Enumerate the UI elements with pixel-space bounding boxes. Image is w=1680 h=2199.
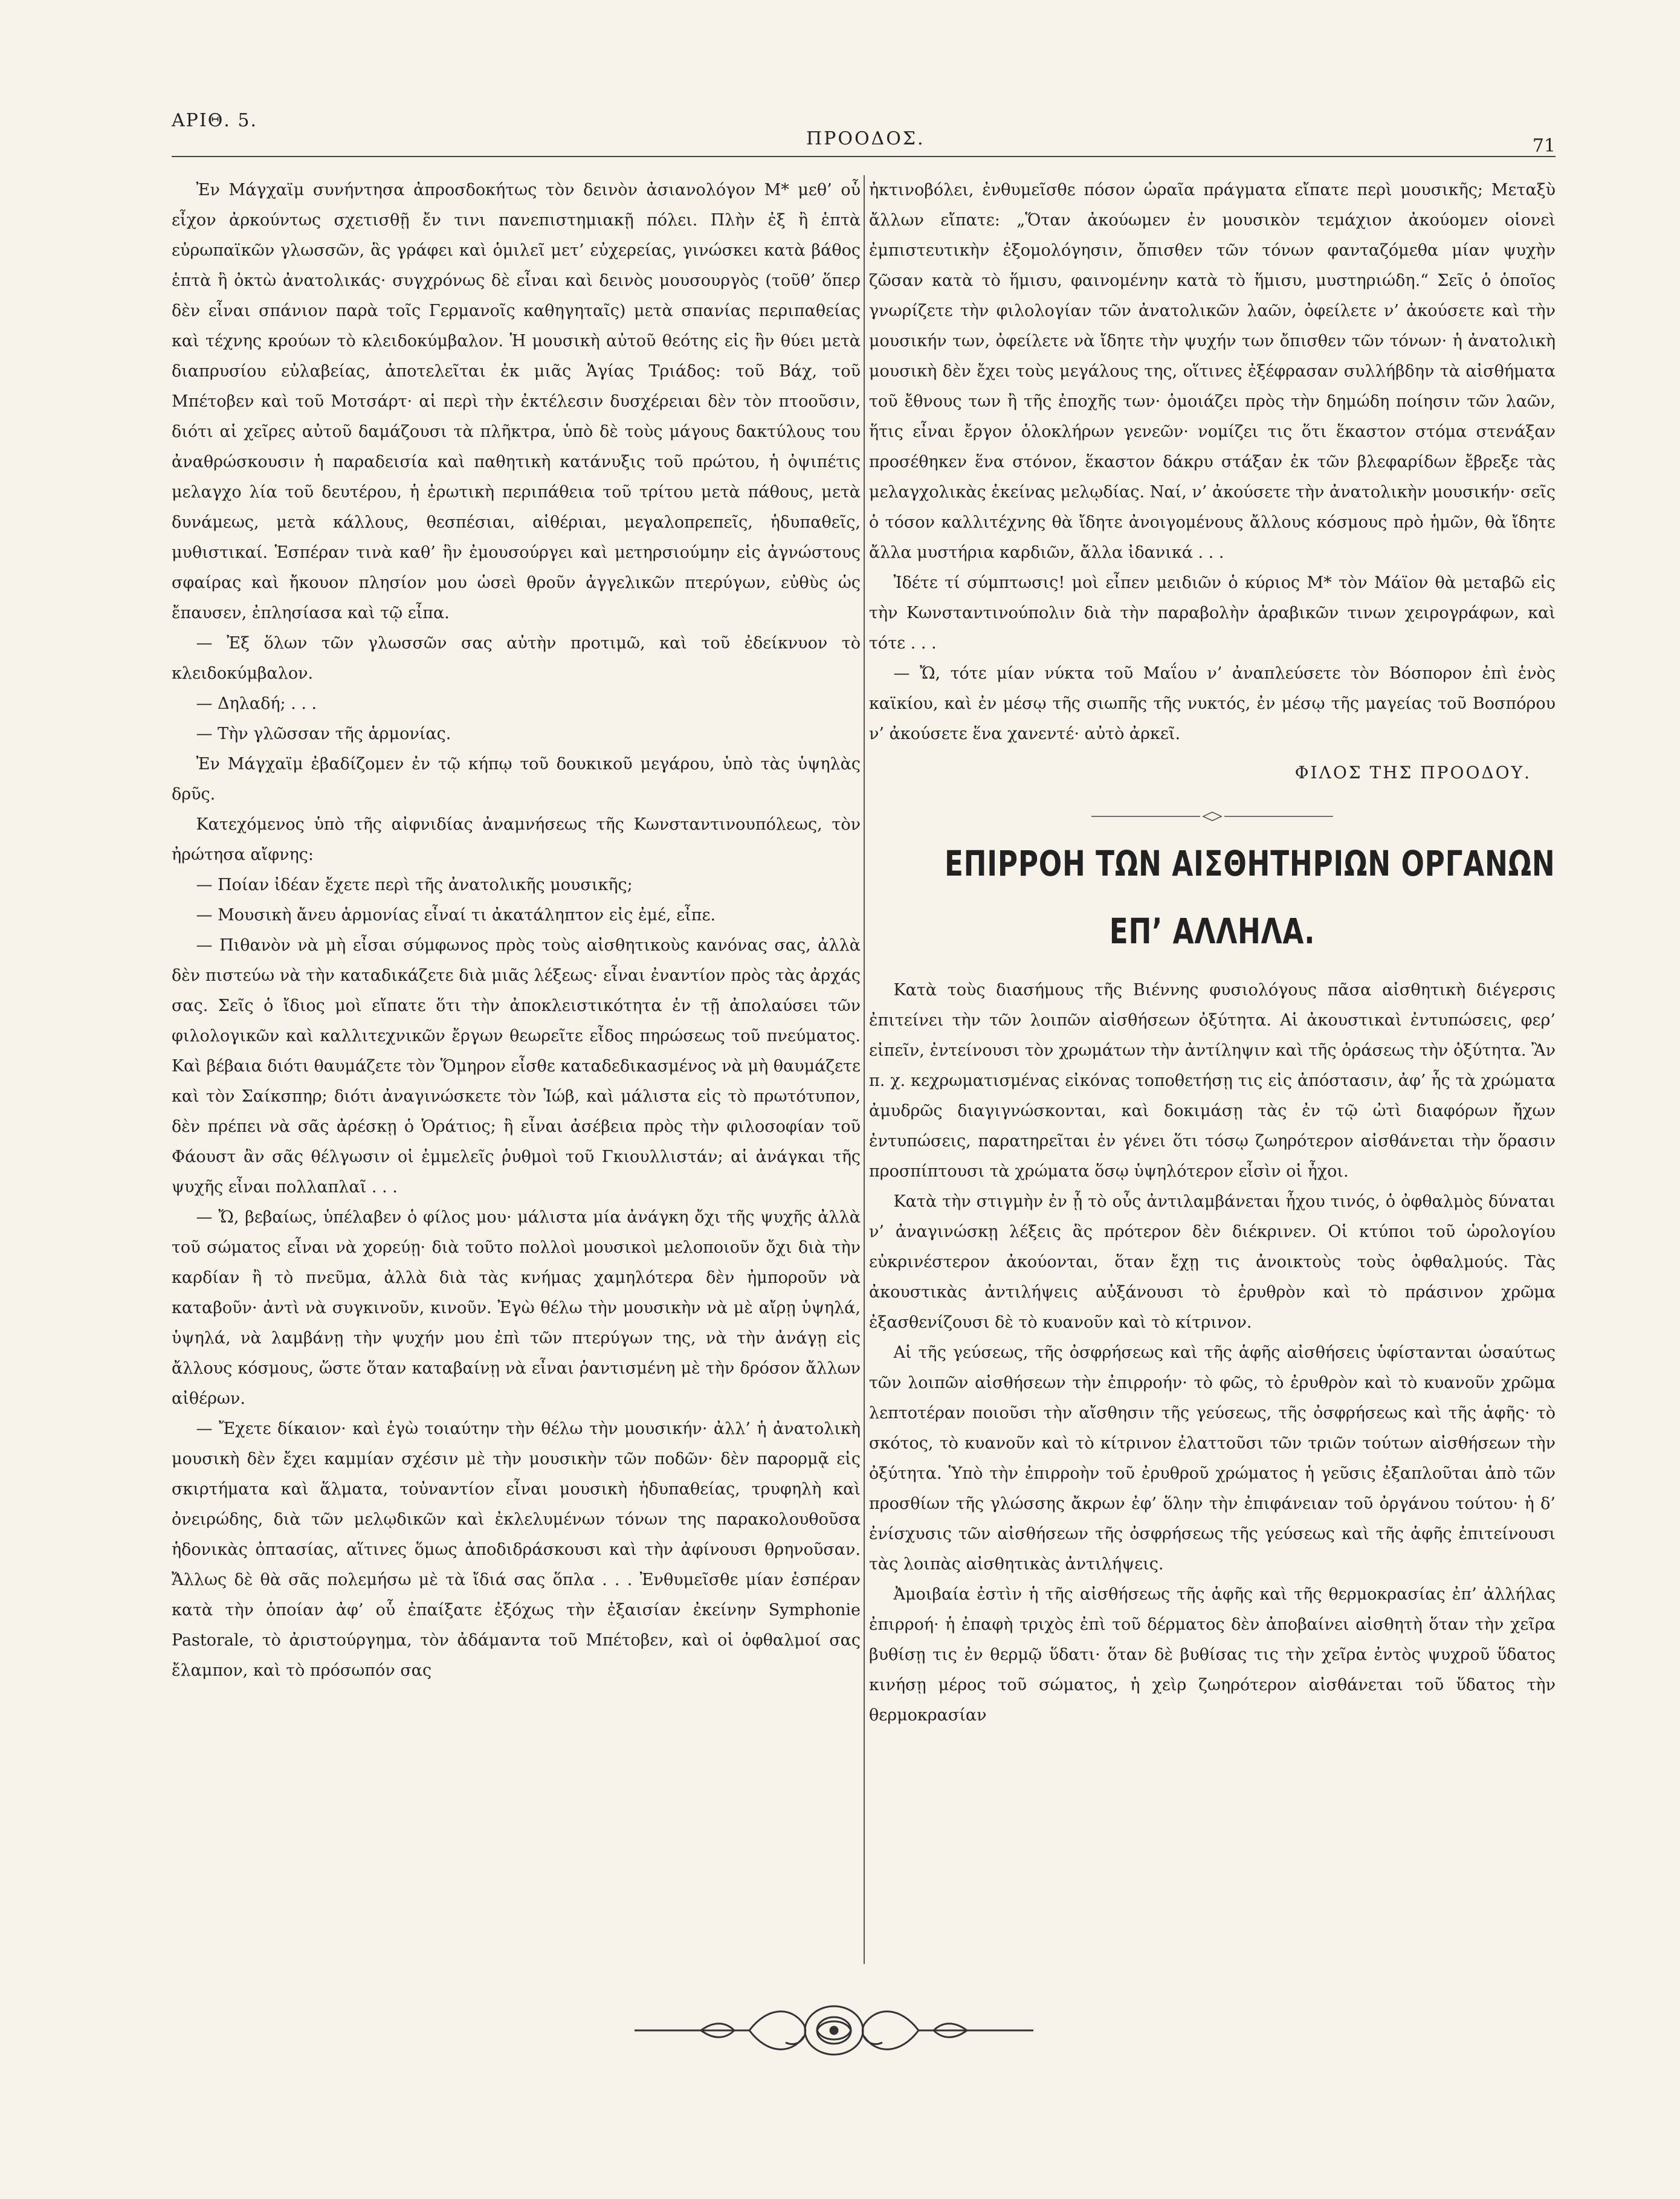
- paragraph: Αἱ τῆς γεύσεως, τῆς ὀσφρήσεως καὶ τῆς ἁφῆς αἰσθήσεις ὑφίστανται ὡσαύτως τῶν λοιπῶν αἰσθήσεων τὴν ἐπιρροήν· τὸ φῶς, τὸ ἐρυθρὸν καὶ τὸ κυανοῦν χρῶμα λεπτοτέραν ποιοῦσι τὴν αἴσθησιν τῆς γεύσεως, τῆς ὀσφρήσεως καὶ τῆς ἁφῆς· τὸ σκότος, τὸ κυανοῦν καὶ τὸ κίτρινον ἐλαττοῦσι τῶν τριῶν τούτων αἰσθήσεων τὴν ὀξύτητα. Ὑπὸ τὴν ἐπιρροὴν τοῦ ἐρυθροῦ χρώματος ἡ γεῦσις ἐξαπλοῦται ἀπὸ τῶν προσθίων τῆς γλώσσης ἄκρων ἐφ’ ὅλην τὴν ἐπιφάνειαν τοῦ ὀργάνου τούτου· ἡ δ’ ἐνίσχυσις τῶν αἰσθήσεων τῆς ὀσφρήσεως τῆς γεύσεως καὶ τῆς ἁφῆς ἐπιτείνουσι τὰς λοιπὰς αἰσθητικὰς ἀντιλήψεις.: [869, 1343, 1556, 1574]
- paragraph: Κατεχόμενος ὑπὸ τῆς αἰφνιδίας ἀναμνήσεως τῆς Κωνσταντινουπόλεως, τὸν ἠρώτησα αἴφνης:: [172, 815, 861, 864]
- paragraph: — Τὴν γλῶσσαν τῆς ἁρμονίας.: [196, 725, 451, 743]
- header-rule: [172, 156, 1556, 157]
- journal-title: ΠΡΟΟΔΟΣ.: [806, 128, 925, 149]
- section-ornament-icon: [869, 802, 1556, 815]
- paragraph: — Ὤ, τότε μίαν νύκτα τοῦ Μαΐου ν’ ἀναπλεύσετε τὸν Βόσπορον ἐπὶ ἑνὸς καϊκίου, καὶ ἐν μέσῳ τῆς σιωπῆς τῆς νυκτός, ἐν μέσῳ τῆς μαγείας τοῦ Βοσπόρου ν’ ἀκούσετε ἕνα χανεντέ· αὐτὸ ἀρκεῖ.: [869, 664, 1556, 743]
- paragraph: — Ἔχετε δίκαιον· καὶ ἐγὼ τοιαύτην τὴν θέλω τὴν μουσικήν· ἀλλ’ ἡ ἀνατολικὴ μουσικὴ δὲν ἔχει καμμίαν σχέσιν μὲ τὴν μουσικὴν τῶν ποδῶν· δὲν παρορμᾷ εἰς σκιρτήματα καὶ ἅλματα, τοὐναντίον εἶναι μουσικὴ ἡδυπαθείας, τρυφηλὴ καὶ ὀνειρώδης, διὰ τῶν μελῳδικῶν καὶ ἐκλελυμένων τόνων της παρακολουθοῦσα ἡδονικὰς ὀπτασίας, αἵτινες ὅμως ἀποδιδράσκουσι καὶ τὴν ἀφίνουσι θρηνοῦσαν. Ἄλλως δὲ θὰ σᾶς πολεμήσω μὲ τὰ ἴδιά σας ὅπλα . . . Ἐνθυμεῖσθε μίαν ἑσπέραν κατὰ τὴν ὁποίαν ἀφ’ οὗ ἐπαίξατε ἐξόχως τὴν ἐξαισίαν ἐκείνην Symphonie Pastorale, τὸ ἀριστούργημα, τὸν ἀδάμαντα τοῦ Μπέτοβεν, καὶ οἱ ὀφθαλμοί σας ἔλαμπον, καὶ τὸ πρόσωπόν σας: [172, 1419, 861, 1680]
- paragraph: Ἀμοιβαία ἐστὶν ἡ τῆς αἰσθήσεως τῆς ἁφῆς καὶ τῆς θερμοκρασίας ἐπ’ ἀλλήλας ἐπιρροή· ἡ ἐπαφὴ τριχὸς ἐπὶ τοῦ δέρματος δὲν ἀποβαίνει αἰσθητὴ ὅταν τὴν χεῖρα βυθίσῃ τις ἐν θερμῷ ὕδατι· ὅταν δὲ βυθίσας τις τὴν χεῖρα ἐντὸς ψυχροῦ ὕδατος κινήσῃ μέρος τοῦ σώματος, ἡ χεὶρ ζωηρότερον αἰσθάνεται τοῦ ὕδατος τὴν θερμοκρασίαν: [869, 1585, 1556, 1725]
- paragraph: Ἐν Μάγχαϊμ συνήντησα ἀπροσδοκήτως τὸν δεινὸν ἀσιανολόγον Μ* μεθ’ οὗ εἶχον ἀρκούντως σχετισθῇ ἔν τινι πανεπιστημιακῇ πόλει. Πλὴν ἐξ ἢ ἑπτὰ εὐρωπαϊκῶν γλωσσῶν, ἃς γράφει καὶ ὁμιλεῖ μετ’ εὐχερείας, γινώσκει κατὰ βάθος ἑπτὰ ἢ ὀκτὼ ἀνατολικάς· συγχρόνως δὲ εἶναι καὶ δεινὸς μουσουργὸς (τοῦθ’ ὅπερ δὲν εἶναι σπάνιον παρὰ τοῖς Γερμανοῖς καθηγηταῖς) μετὰ σπανίας περιπαθείας καὶ τέχνης κρούων τὸ κλειδοκύμβαλον. Ἡ μουσικὴ αὐτοῦ θεότης εἰς ἣν θύει μετὰ διαπρυσίου εὐλαβείας, ἀποτελεῖται ἐκ μιᾶς Ἁγίας Τριάδος: τοῦ Βάχ, τοῦ Μπέτοβεν καὶ τοῦ Μοτσάρτ· αἱ περὶ τὴν ἐκτέλεσιν δυσχέρειαι δὲν τὸν πτοοῦσιν, διότι αἱ χεῖρες αὐτοῦ δαμάζουσι τὰ πλῆκτρα, ὑπὸ δὲ τοὺς μάγους δακτύλους του ἀναθρώσκουσιν ἡ παραδεισία καὶ παθητικὴ κατάνυξις τοῦ πρώτου, ἡ ὀψιπέτις μελαγχο λία τοῦ δευτέρου, ἡ ἐρωτικὴ περιπάθεια τοῦ τρίτου μετὰ πάθους, μετὰ δυνάμεως, μετὰ κάλλους, θεσπέσιαι, αἰθέριαι, μεγαλοπρεπεῖς, ἡδυπαθεῖς, μυθιστικαί. Ἑσπέραν τινὰ καθ’ ἣν ἐμουσούργει καὶ μετηρσιούμην εἰς ἀγνώστους σφαίρας καὶ ἤκουον πλησίον μου ὡσεὶ θροῦν ἀγγελικῶν πτερύγων, εὐθὺς ὡς ἔπαυσεν, ἐπλησίασα καὶ τῷ εἶπα.: [172, 181, 861, 622]
- right-column: [869, 175, 1556, 1964]
- paragraph: — Ἐξ ὅλων τῶν γλωσσῶν σας αὐτὴν προτιμῶ, καὶ τοῦ ἐδείκνυον τὸ κλειδοκύμβαλον.: [172, 634, 861, 683]
- paragraph: Ἐν Μάγχαϊμ ἐβαδίζομεν ἐν τῷ κήπῳ τοῦ δουκικοῦ μεγάρου, ὑπὸ τὰς ὑψηλὰς δρῦς.: [172, 755, 861, 804]
- article-title-line1: ΕΠΙΡΡΟΗ ΤΩΝ ΑΙΣΘΗΤΗΡΙΩΝ ΟΡΓΑΝΩΝ: [944, 843, 1556, 884]
- paragraph: — Δηλαδή; . . .: [196, 694, 317, 713]
- article-title-line2: ΕΠ’ ΑΛΛΗΛΑ.: [1109, 911, 1316, 952]
- paragraph: Κατὰ τὴν στιγμὴν ἐν ᾗ τὸ οὖς ἀντιλαμβάνεται ἦχου τινός, ὁ ὀφθαλμὸς δύναται ν’ ἀναγινώσκῃ λέξεις ἃς πρότερον δὲν διέκρινεν. Οἱ κτύποι τοῦ ὡρολογίου εὐκρινέστερον ἀκούονται, ὅταν ἔχῃ τις ἀνοικτοὺς τοὺς ὀφθαλμούς. Τὰς ἀκουστικὰς ἀντιλήψεις αὐξάνουσι τὸ ἐρυθρὸν καὶ τὸ πράσινον χρῶμα ἐξασθενίζουσι δὲ τὸ κυανοῦν καὶ τὸ κίτρινον.: [869, 1192, 1556, 1332]
- paragraph: Ἰδέτε τί σύμπτωσις! μοὶ εἶπεν μειδιῶν ὁ κύριος Μ* τὸν Μάϊον θὰ μεταβῶ εἰς τὴν Κωνσταντινούπολιν διὰ τὴν παραβολὴν ἀραβικῶν τινων χειρογράφων, καὶ τότε . . .: [869, 573, 1556, 653]
- paragraph: — Πιθανὸν νὰ μὴ εἶσαι σύμφωνος πρὸς τοὺς αἰσθητικοὺς κανόνας σας, ἀλλὰ δὲν πιστεύω νὰ τὴν καταδικάζετε διὰ μιᾶς λέξεως· εἶναι ἐναντίον πρὸς τὰς ἀρχάς σας. Σεῖς ὁ ἴδιος μοὶ εἴπατε ὅτι τὴν ἀποκλειστικότητα ἐν τῇ ἀπολαύσει τῶν φιλολογικῶν καὶ καλλιτεχνικῶν ἔργων θεωρεῖτε εἶδος πηρώσεως τοῦ πνεύματος. Καὶ βέβαια διότι θαυμάζετε τὸν Ὅμηρον εἶσθε καταδεδικασμένος νὰ μὴ θαυμάζετε καὶ τὸν Σαίκσπηρ; διότι ἀναγινώσκετε τὸν Ἰώβ, καὶ μάλιστα εἰς τὸ πρωτότυπον, δὲν πρέπει νὰ σᾶς ἀρέσκῃ ὁ Ὁράτιος; ἢ εἶναι ἀσέβεια πρὸς τὴν φιλοσοφίαν τοῦ Φάουστ ἂν σᾶς θέλγωσιν οἱ ἐμμελεῖς ῥυθμοὶ τοῦ Γκιουλλιστάν; αἱ ἀνάγκαι τῆς ψυχῆς εἶναι πολλαπλαῖ . . .: [172, 936, 861, 1196]
- left-column: [172, 175, 861, 1964]
- decorative-tailpiece-icon: [628, 1994, 1039, 2067]
- column-divider: [864, 175, 865, 1964]
- paragraph: Κατὰ τοὺς διασήμους τῆς Βιέννης φυσιολόγους πᾶσα αἰσθητικὴ διέγερσις ἐπιτείνει τὴν τῶν λοιπῶν αἰσθήσεων ὀξύτητα. Αἱ ἀκουστικαὶ ἐντυπώσεις, φερ’ εἰπεῖν, ἐντείνουσι τὸν χρωμάτων τὴν ἀντίληψιν καὶ τῆς ὁράσεως τὴν ὀξύτητα. Ἂν π. χ. κεχρωματισμένας εἰκόνας τοποθετήσῃ τις εἰς ἀπόστασιν, ἀφ’ ἧς τὰ χρώματα ἀμυδρῶς διαγιγνώσκονται, καὶ δοκιμάσῃ τὰς ἐν τῷ ὠτὶ διαφόρων ἤχων ἐντυπώσεις, παρατηρεῖται ἐν γένει ὅτι τόσῳ ζωηρότερον αἰσθάνεται τὴν ὅρασιν προσπίπτουσι τὰ χρώματα ὅσῳ ὑψηλότερον εἶσὶν οἱ ἦχοι.: [869, 981, 1556, 1181]
- paragraph: — Ποίαν ἰδέαν ἔχετε περὶ τῆς ἀνατολικῆς μουσικῆς;: [196, 876, 633, 894]
- signature: ΦΙΛΟΣ ΤΗΣ ΠΡΟΟΔΟΥ.: [1294, 763, 1531, 783]
- paragraph: ἠκτινοβόλει, ἐνθυμεῖσθε πόσον ὡραῖα πράγματα εἴπατε περὶ μουσικῆς; Μεταξὺ ἄλλων εἴπατε: „Ὅταν ἀκούωμεν ἐν μουσικὸν τεμάχιον ἀκούομεν οἱονεὶ ἐμπιστευτικὴν ἐξομολόγησιν, ὄπισθεν τῶν τόνων φανταζόμεθα μίαν ψυχὴν ζῶσαν κατὰ τὸ ἥμισυ, φαινομένην κατὰ τὸ ἥμισυ, μυστηριώδη.“ Σεῖς ὁ ὁποῖος γνωρίζετε τὴν φιλολογίαν τῶν ἀνατολικῶν λαῶν, ὀφείλετε ν’ ἀκούσετε καὶ τὴν μουσικήν των, ὀφείλετε νὰ ἴδητε τὴν ψυχήν των ὄπισθεν τῶν τόνων· ἡ ἀνατολικὴ μουσικὴ δὲν ἔχει τοὺς μεγάλους της, οἵτινες ἐξέφρασαν συλλήβδην τὰ αἰσθήματα τοῦ ἔθνους των ἢ τῆς ἐποχῆς των· ὁμοιάζει πρὸς τὴν δημώδη ποίησιν τῶν λαῶν, ἥτις εἶναι ἔργον ὁλοκλήρων γενεῶν· νομίζει τις ὅτι ἕκαστον στόμα στενάξαν προσέθηκεν ἕνα στόνον, ἕκαστον δάκρυ στάξαν ἐκ τῶν βλεφαρίδων ἔβρεξε τὰς μελαγχολικὰς ἐκείνας μελῳδίας. Ναί, ν’ ἀκούσετε τὴν ἀνατολικὴν μουσικήν· σεῖς ὁ τόσον καλλιτέχνης θὰ ἴδητε ἀνοιγομένους ἄλλους κόσμους πρὸ ἡμῶν, θὰ ἴδητε ἄλλα μυστήρια καρδιῶν, ἄλλα ἰδανικά . . .: [869, 181, 1556, 562]
- issue-number: ΑΡΙΘ. 5.: [172, 110, 257, 131]
- paragraph: — Ὤ, βεβαίως, ὑπέλαβεν ὁ φίλος μου· μάλιστα μία ἀνάγκη ὄχι τῆς ψυχῆς ἀλλὰ τοῦ σώματος εἶναι νὰ χορεύῃ· διὰ τοῦτο πολλοὶ μουσικοὶ μελοποιοῦν ὄχι διὰ τὴν καρδίαν ἢ τὸ πνεῦμα, ἀλλὰ διὰ τὰς κνήμας χαμηλότερα δὲν ἠμποροῦν νὰ καταβοῦν· ἀντὶ νὰ συγκινοῦν, κινοῦν. Ἐγὼ θέλω τὴν μουσικὴν νὰ μὲ αἴρῃ ὑψηλά, ὑψηλά, νὰ λαμβάνῃ τὴν ψυχήν μου ἐπὶ τῶν πτερύγων της, νὰ τὴν ἀνάγῃ εἰς ἄλλους κόσμους, ὥστε ὅταν καταβαίνῃ νὰ εἶναι ῥαντισμένη μὲ τὴν δρόσον ἄλλων αἰθέρων.: [172, 1208, 861, 1408]
- page-number: 71: [1532, 135, 1556, 157]
- paragraph: — Μουσικὴ ἄνευ ἁρμονίας εἶναί τι ἀκατάληπτον εἰς ἐμέ, εἶπε.: [196, 906, 716, 925]
